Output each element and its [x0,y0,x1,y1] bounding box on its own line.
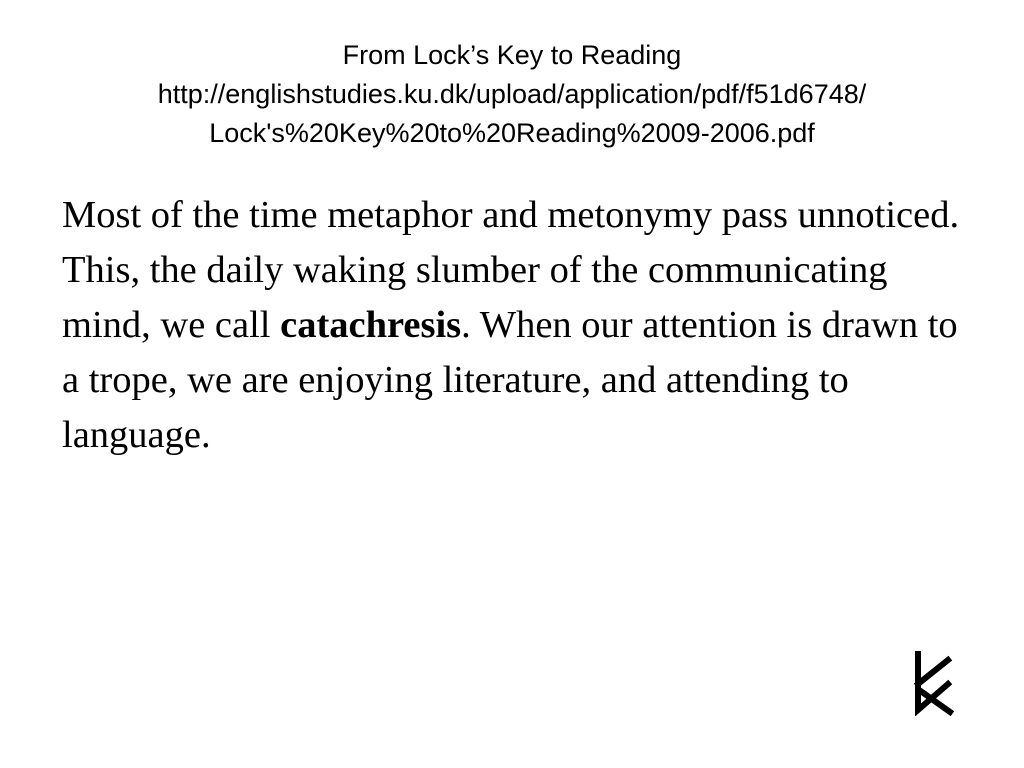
title-line-url-part-2: Lock's%20Key%20to%20Reading%2009-2006.pdf [209,118,815,148]
title-line-heading: From Lock’s Key to Reading [342,40,682,70]
body-paragraph [62,188,982,463]
rune-logo-icon [912,648,958,716]
body-text-after-term: . When our attention is drawn to a trope, we are enjoying literature, and attending to language. [62,304,958,456]
key-term: catachresis [280,304,462,346]
body-text-before-term: Most of the time metaphor and metonymy pass unnoticed. This, the daily waking slumber of the communicating mind, we call [62,194,960,346]
title-line-url-part-1: http://englishstudies.ku.dk/upload/application/pdf/f51d6748/ [157,79,867,109]
slide-title [40,36,984,153]
